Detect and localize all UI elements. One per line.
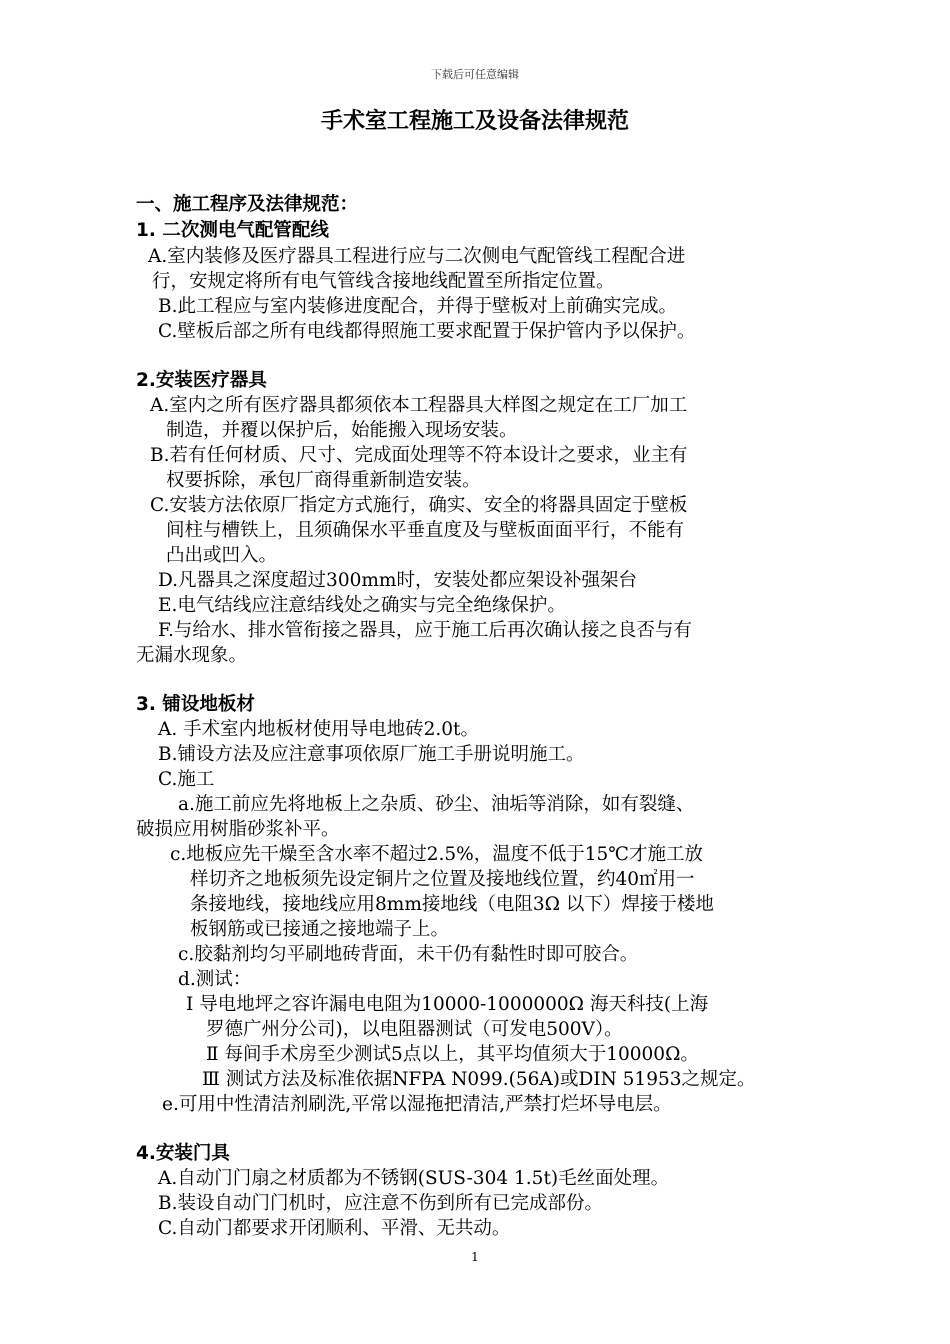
text-line: a.施工前应先将地板上之杂质、砂尘、油垢等消除，如有裂缝、 [178, 794, 695, 815]
text-line: A.室内之所有医疗器具都须依本工程器具大样图之规定在工厂加工 [150, 395, 688, 416]
text-line: C.自动门都要求开闭顺利、平滑、无共动。 [158, 1218, 511, 1239]
text-line: 样切齐之地板须先设定铜片之位置及接地线位置，约40㎡用一 [190, 869, 695, 890]
text-line: 权要拆除，承包厂商得重新制造安装。 [166, 470, 481, 491]
text-line: B.铺设方法及应注意事项依原厂施工手册说明施工。 [158, 744, 585, 765]
text-line: c.地板应先干燥至含水率不超过2.5%，温度不低于15℃才施工放 [170, 844, 703, 865]
text-line: A.室内装修及医疗器具工程进行应与二次侧电气配管线工程配合进 [148, 246, 686, 267]
subsection-heading: 1. 二次测电气配管配线 [136, 220, 329, 241]
text-line: B.此工程应与室内装修进度配合，并得于壁板对上前确实完成。 [158, 296, 677, 317]
text-line: B.若有任何材质、尺寸、完成面处理等不符本设计之要求，业主有 [150, 445, 688, 466]
text-line: 间柱与槽铁上，且须确保水平垂直度及与壁板面面平行，不能有 [166, 520, 685, 541]
text-line: e.可用中性清洁剂刷洗,平常以湿拖把清洁,严禁打烂坏导电层。 [162, 1094, 672, 1115]
subsection-heading: 2.安装医疗器具 [136, 370, 267, 391]
text-line: C.安装方法依原厂指定方式施行，确实、安全的将器具固定于壁板 [150, 495, 688, 516]
text-line: 凸出或凹入。 [166, 545, 278, 566]
text-line: A. 手术室内地板材使用导电地砖2.0t。 [158, 719, 479, 740]
document-title: 手术室工程施工及设备法律规范 [320, 109, 629, 134]
text-line: 罗德广州分公司)，以电阻器测试（可发电500V）。 [206, 1019, 623, 1040]
text-line: 无漏水现象。 [136, 645, 248, 666]
page-number: 1 [471, 1250, 479, 1264]
text-line: 行，安规定将所有电气管线含接地线配置至所指定位置。 [152, 271, 615, 292]
text-line: 制造，并覆以保护后，始能搬入现场安装。 [166, 420, 518, 441]
text-line: 板钢筋或已接通之接地端子上。 [190, 919, 450, 940]
text-line: D.凡器具之深度超过300mm时，安装处都应架设补强架台 [158, 570, 637, 591]
text-line: E.电气结线应注意结线处之确实与完全绝缘保护。 [158, 595, 566, 616]
text-line: c.胶黏剂均匀平刷地砖背面，未干仍有黏性时即可胶合。 [178, 944, 639, 965]
text-line: 条接地线，接地线应用8mm接地线（电阻3Ω 以下）焊接于楼地 [190, 894, 714, 915]
text-line: Ⅰ 导电地坪之容许漏电电阻为10000-1000000Ω 海天科技(上海 [186, 994, 709, 1015]
text-line: C.施工 [158, 769, 215, 790]
subsection-heading: 3. 铺设地板材 [136, 694, 255, 715]
text-line: Ⅲ 测试方法及标准依据NFPA N099.(56A)或DIN 51953之规定。 [202, 1069, 756, 1090]
text-line: F.与给水、排水管衔接之器具，应于施工后再次确认接之良否与有 [158, 620, 692, 641]
text-line: d.测试： [178, 969, 252, 990]
text-line: B.装设自动门门机时，应注意不伤到所有已完成部份。 [158, 1193, 603, 1214]
text-line: A.自动门门扇之材质都为不锈钢(SUS-304 1.5t)毛丝面处理。 [158, 1168, 670, 1189]
text-line: Ⅱ 每间手术房至少测试5点以上，其平均值须大于10000Ω。 [206, 1044, 699, 1065]
text-line: C.壁板后部之所有电线都得照施工要求配置于保护管内予以保护。 [158, 321, 696, 342]
text-line: 破损应用树脂砂浆补平。 [136, 819, 340, 840]
header-note: 下载后可任意编辑 [431, 68, 519, 81]
section-heading: 一、施工程序及法律规范： [136, 194, 359, 215]
subsection-heading: 4.安装门具 [136, 1143, 230, 1164]
